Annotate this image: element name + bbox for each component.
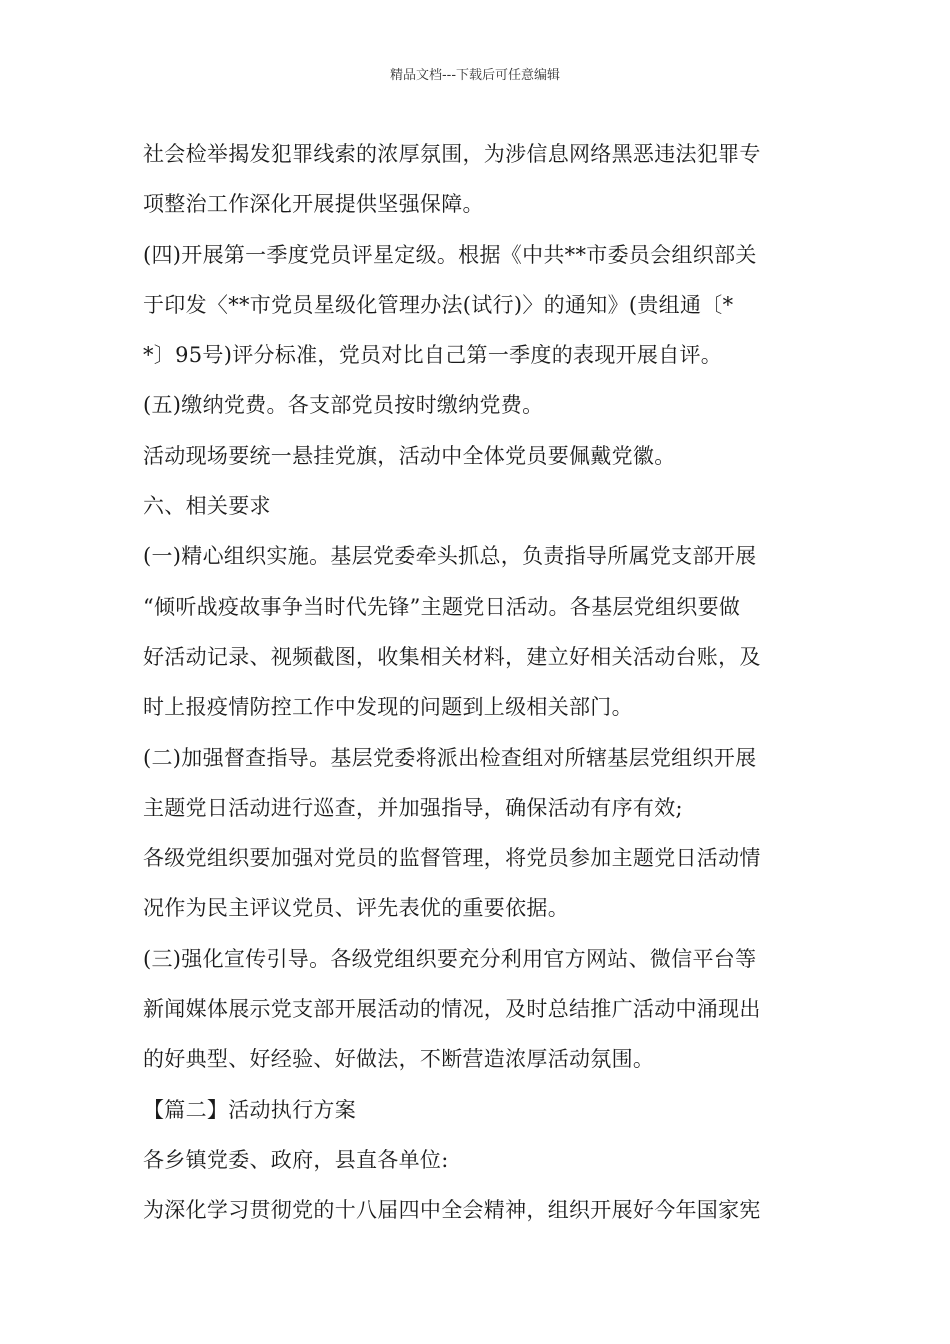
document-body (143, 129, 815, 1236)
text-line: (五)缴纳党费。各支部党员按时缴纳党费。 (143, 393, 544, 418)
text-line: *〕95号)评分标准，党员对比自己第一季度的表现开展自评。 (143, 343, 723, 368)
text-line: 况作为民主评议党员、评先表优的重要依据。 (143, 896, 569, 921)
text-line: 新闻媒体展示党支部开展活动的情况，及时总结推广活动中涌现出 (143, 997, 761, 1022)
text-line: (四)开展第一季度党员评星定级。根据《中共**市委员会组织部关 (143, 242, 757, 267)
text-line: 各级党组织要加强对党员的监督管理，将党员参加主题党日活动情 (143, 846, 761, 871)
text-line: 的好典型、好经验、好做法，不断营造浓厚活动氛围。 (143, 1047, 655, 1072)
text-line: 主题党日活动进行巡查，并加强指导，确保活动有序有效; (143, 795, 683, 820)
text-line: 社会检举揭发犯罪线索的浓厚氛围，为涉信息网络黑恶违法犯罪专 (143, 142, 761, 166)
text-line: (三)强化宣传引导。各级党组织要充分利用官方网站、微信平台等 (143, 946, 757, 971)
text-line: 于印发〈**市党员星级化管理办法(试行)〉的通知》(贵组通〔* (143, 292, 734, 317)
text-line: (二)加强督查指导。基层党委将派出检查组对所辖基层党组织开展 (143, 745, 757, 770)
text-line: “倾听战疫故事争当时代先锋”主题党日活动。各基层党组织要做 (143, 594, 741, 619)
page-header: 精品文档---下载后可任意编辑 (389, 68, 561, 83)
text-line: 活动现场要统一悬挂党旗，活动中全体党员要佩戴党徽。 (143, 443, 676, 468)
text-line: 为深化学习贯彻党的十八届四中全会精神，组织开展好今年国家宪 (143, 1198, 761, 1223)
section-heading: 六、相关要求 (143, 494, 271, 519)
section-heading: 【篇二】活动执行方案 (143, 1097, 356, 1122)
text-line: 各乡镇党委、政府，县直各单位: (143, 1147, 449, 1172)
text-line: 时上报疫情防控工作中发现的问题到上级相关部门。 (143, 695, 633, 720)
text-line: 好活动记录、视频截图，收集相关材料，建立好相关活动台账，及 (143, 644, 761, 669)
text-line: (一)精心组织实施。基层党委牵头抓总，负责指导所属党支部开展 (143, 544, 757, 569)
text-line: 项整治工作深化开展提供坚强保障。 (143, 192, 484, 217)
